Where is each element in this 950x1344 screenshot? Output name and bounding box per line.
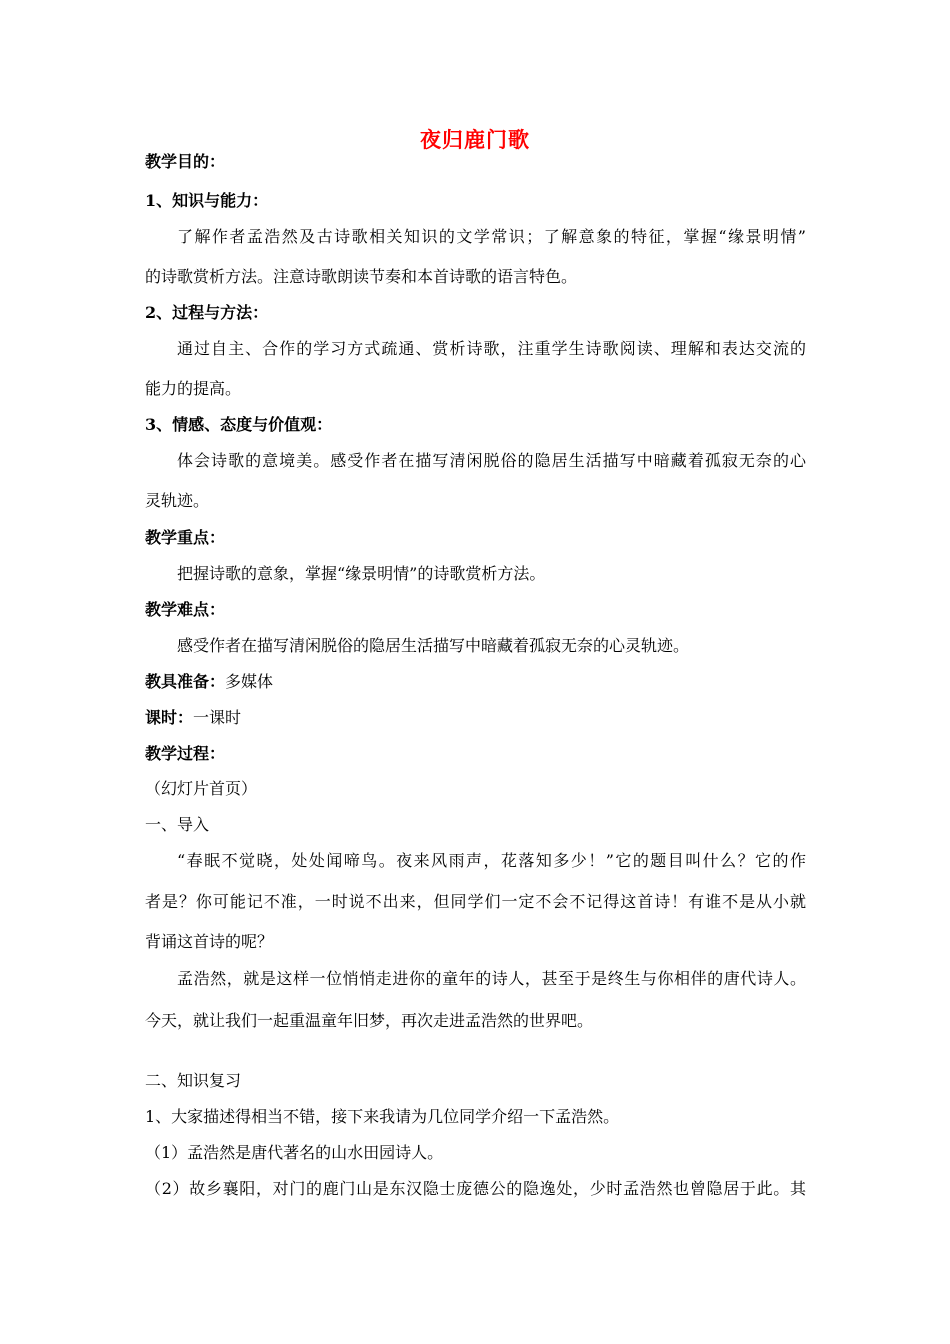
process-paragraph-line-2: 能力的提高。 (145, 379, 242, 398)
emotion-heading: 3、情感、态度与价值观： (145, 415, 333, 434)
key-points-heading: 教学重点： (145, 528, 226, 547)
hours-label: 课时： (145, 708, 194, 727)
objectives-heading: 教学目的： (145, 152, 226, 171)
hours-value: 一课时 (193, 708, 242, 727)
procedure-heading: 教学过程： (145, 744, 226, 763)
process-paragraph-line-1: 通过自主、合作的学习方式疏通、赏析诗歌，注重学生诗歌阅读、理解和表达交流的 (177, 339, 806, 358)
knowledge-paragraph-line-1: 了解作者孟浩然及古诗歌相关知识的文学常识；了解意象的特征，掌握“缘景明情” (177, 227, 806, 246)
tools-line (145, 671, 273, 693)
difficult-points-paragraph: 感受作者在描写清闲脱俗的隐居生活描写中暗藏着孤寂无奈的心灵轨迹。 (177, 636, 690, 655)
intro-paragraph-line-3: 背诵这首诗的呢？ (145, 932, 274, 951)
emotion-paragraph-line-1: 体会诗歌的意境美。感受作者在描写清闲脱俗的隐居生活描写中暗藏着孤寂无奈的心 (177, 451, 806, 470)
review-item-1-1: （1）孟浩然是唐代著名的山水田园诗人。 (145, 1143, 444, 1162)
intro-heading: 一、导入 (145, 815, 210, 834)
hours-line (145, 707, 241, 729)
intro-paragraph-line-1: “春眠不觉晓，处处闻啼鸟。夜来风雨声，花落知多少！”它的题目叫什么？它的作 (177, 851, 806, 870)
knowledge-paragraph-line-2: 的诗歌赏析方法。注意诗歌朗读节奏和本首诗歌的语言特色。 (145, 267, 578, 286)
process-heading: 2、过程与方法： (145, 303, 269, 322)
emotion-paragraph-line-2: 灵轨迹。 (145, 491, 210, 510)
intro-paragraph-line-5: 今天，就让我们一起重温童年旧梦，再次走进孟浩然的世界吧。 (145, 1011, 594, 1030)
review-heading: 二、知识复习 (145, 1071, 242, 1090)
difficult-points-heading: 教学难点： (145, 600, 226, 619)
tools-label: 教具准备： (145, 672, 226, 691)
review-item-1-2: （2）故乡襄阳，对门的鹿门山是东汉隐士庞德公的隐逸处，少时孟浩然也曾隐居于此。其 (145, 1179, 806, 1198)
intro-paragraph-line-4: 孟浩然，就是这样一位悄悄走进你的童年的诗人，甚至于是终生与你相伴的唐代诗人。 (177, 969, 806, 988)
key-points-paragraph: 把握诗歌的意象，掌握“缘景明情”的诗歌赏析方法。 (177, 564, 546, 583)
knowledge-heading: 1、知识与能力： (145, 191, 269, 210)
document-title: 夜归鹿门歌 (420, 127, 530, 152)
review-item-1: 1、大家描述得相当不错，接下来我请为几位同学介绍一下孟浩然。 (145, 1107, 620, 1126)
intro-paragraph-line-2: 者是？你可能记不准，一时说不出来，但同学们一定不会不记得这首诗！有谁不是从小就 (145, 892, 806, 911)
slide-first-note: （幻灯片首页） (145, 779, 258, 798)
tools-value: 多媒体 (225, 672, 274, 691)
